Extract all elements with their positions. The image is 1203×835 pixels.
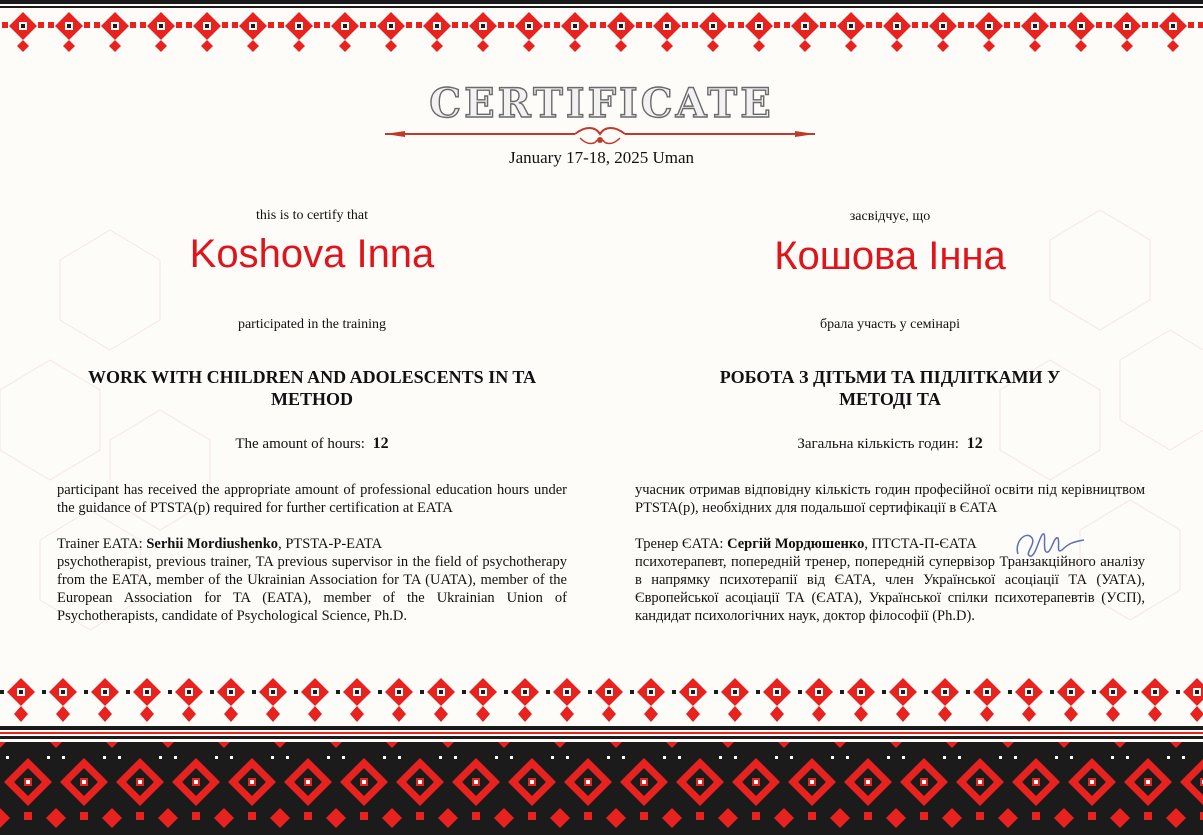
hours-line — [57, 435, 567, 453]
hours-label: Загальна кількість годин: — [797, 436, 959, 452]
participated-text: брала участь у семінарі — [819, 317, 961, 332]
hours-value: 12 — [372, 435, 389, 452]
hours-value: 12 — [966, 435, 983, 452]
certificate-date: January 17-18, 2025 Uman — [508, 148, 695, 167]
certify-intro: this is to certify that — [256, 208, 368, 223]
course-title-line1: РОБОТА З ДІТЬМИ ТА ПІДЛІТКАМИ У — [719, 367, 1061, 387]
course-title-line2: МЕТОДІ ТА — [839, 389, 941, 409]
certify-intro: засвідчує, що — [849, 209, 931, 224]
hours-line — [635, 435, 1145, 453]
trainer-bio: psychotherapist, previous trainer, TA previous supervisor in the field of psychotherapy from the EATA, member of the Ukrainian Association for TA (UATA), member of the European Association for TA (EATA), member of the Ukrainian Union of Psychotherapists, candidate of Psychological Science, Ph.D. — [57, 554, 567, 624]
course-title — [57, 366, 567, 410]
certificate-title: CERTIFICATE — [429, 80, 774, 127]
trainer-line — [57, 535, 567, 553]
course-title-line1: WORK WITH CHILDREN AND ADOLESCENTS IN TA — [87, 367, 537, 387]
education-text: participant has received the appropriate amount of professional education hours under the guidance of PTSTA(p) required for further certification at EATA — [57, 482, 567, 516]
trainer-suffix: , PTSTA-P-EATA — [278, 536, 383, 552]
title-flourish — [385, 126, 815, 148]
trainer-bio: психотерапевт, попередній тренер, попередній супервізор Транзакційного аналізу в напрямку психотерапії від ЄАТА, член Української асоціації ТА (УАТА), Європейської асоціації ТА (ЄАТА), Української спілки психотерапевтів (УСП), кандидат психологічних наук, доктор філософії (Ph.D). — [635, 554, 1145, 624]
trainer-block — [57, 535, 567, 625]
top-ornament-border — [0, 0, 1203, 62]
trainer-name: Сергій Мордюшенко — [727, 536, 865, 552]
course-title-line2: METHOD — [270, 389, 353, 409]
participant-name: Кошова Інна — [774, 234, 1006, 278]
participant-name: Koshova Inna — [189, 232, 435, 276]
education-text: учасник отримав відповідну кількість годин професійної освіти під керівництвом PTSTA(p), необхідних для подальшої сертифікації в ЄАТА — [635, 482, 1145, 516]
trainer-signature — [1012, 524, 1087, 562]
course-title — [635, 366, 1145, 410]
trainer-prefix: Trainer EATA: — [57, 536, 147, 552]
participated-text: participated in the training — [237, 317, 387, 332]
hours-label: The amount of hours: — [235, 436, 365, 452]
trainer-name: Serhii Mordiushenko — [146, 536, 279, 552]
trainer-prefix: Тренер ЄАТА: — [635, 536, 728, 552]
bottom-ornament-border — [0, 672, 1203, 835]
trainer-suffix: , ПТСТА-П-ЄАТА — [864, 536, 977, 552]
